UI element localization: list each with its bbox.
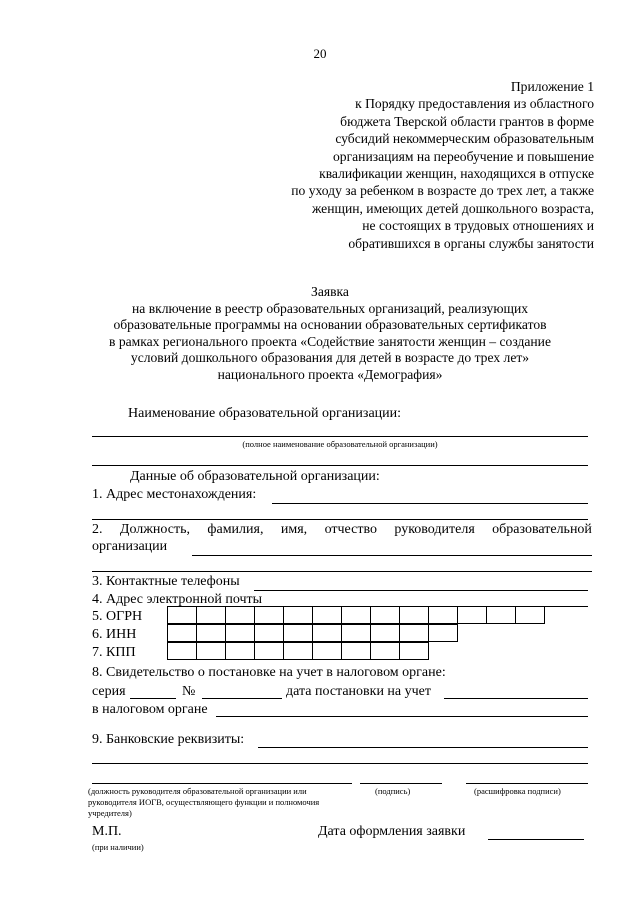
inn-cell[interactable] — [429, 625, 458, 642]
reg-date-label: дата постановки на учет — [286, 684, 432, 699]
sig-signature-caption: (подпись) — [375, 786, 411, 796]
inn-cell[interactable] — [371, 625, 400, 642]
inn-cell[interactable] — [284, 625, 313, 642]
ogrn-label: 5. ОГРН — [92, 609, 143, 624]
inn-cell[interactable] — [313, 625, 342, 642]
inn-label: 6. ИНН — [92, 627, 137, 642]
head-word: Должность, — [119, 522, 190, 537]
document-title — [60, 284, 600, 383]
annex-line: не состоящих в трудовых отношениях и — [362, 218, 594, 234]
address-field-2[interactable] — [92, 519, 588, 520]
title-line: национального проекта «Демография» — [217, 366, 443, 382]
title-line: образовательные программы на основании образовательных сертификатов — [113, 317, 547, 332]
head-word: 2. — [92, 522, 103, 537]
number-label: № — [182, 684, 196, 699]
org-name-field[interactable] — [92, 436, 588, 437]
head-label-line2: организации — [92, 539, 168, 554]
ogrn-cell[interactable] — [313, 607, 342, 624]
reg-date-field[interactable] — [444, 698, 588, 699]
sig-decoding-field[interactable] — [466, 783, 588, 784]
annex-line: квалификации женщин, находящихся в отпуске — [319, 166, 594, 182]
head-word: образовательной — [492, 522, 592, 537]
kpp-cell[interactable] — [197, 643, 226, 660]
tax-cert-label: 8. Свидетельство о постановке на учет в налоговом органе: — [92, 665, 446, 680]
org-name-caption: (полное наименование образовательной организации) — [242, 439, 438, 449]
inn-cell[interactable] — [342, 625, 371, 642]
org-data-label: Данные об образовательной организации: — [130, 469, 380, 484]
date-field[interactable] — [488, 839, 584, 840]
tax-office-field[interactable] — [216, 716, 588, 717]
kpp-cell[interactable] — [255, 643, 284, 660]
annex-line: женщин, имеющих детей дошкольного возраста, — [311, 200, 594, 216]
title-line: Заявка — [311, 284, 349, 299]
head-word: фамилия, — [207, 522, 264, 537]
annex-line: бюджета Тверской области грантов в форме — [340, 113, 594, 129]
inn-cell[interactable] — [255, 625, 284, 642]
sig-position-field[interactable] — [92, 783, 352, 784]
ogrn-cell[interactable] — [226, 607, 255, 624]
ogrn-cell[interactable] — [255, 607, 284, 624]
series-label: серия — [92, 684, 126, 699]
annex-line: по уходу за ребенком в возрасте до трех лет, а также — [291, 183, 594, 199]
head-word: отчество — [324, 522, 377, 537]
phones-label: 3. Контактные телефоны — [92, 574, 240, 589]
annex-line: организациям на переобучение и повышение — [332, 148, 594, 164]
org-name-field-2[interactable] — [92, 465, 588, 466]
title-line: на включение в реестр образовательных организаций, реализующих — [131, 300, 529, 316]
kpp-cell[interactable] — [168, 643, 197, 660]
inn-cell[interactable] — [400, 625, 429, 642]
kpp-cell[interactable] — [226, 643, 255, 660]
ogrn-cell[interactable] — [429, 607, 458, 624]
sig-position-caption: (должность руководителя образовательной организации или руководителя ИОГВ, осуществляющего функции и полномочия учредителя) — [88, 786, 320, 818]
title-line: в рамках регионального проекта «Содействие занятости женщин – создание — [109, 333, 551, 349]
page-number: 20 — [313, 46, 327, 61]
date-label: Дата оформления заявки — [318, 824, 466, 839]
sig-decoding-caption: (расшифровка подписи) — [474, 786, 561, 796]
email-label: 4. Адрес электронной почты — [92, 592, 263, 607]
ogrn-grid[interactable] — [167, 606, 545, 624]
head-word: имя, — [280, 522, 308, 537]
annex-header — [174, 78, 594, 252]
annex-line: субсидий некоммерческим образовательным — [335, 131, 594, 147]
ogrn-cell[interactable] — [458, 607, 487, 624]
inn-grid[interactable] — [167, 624, 458, 642]
org-name-label: Наименование образовательной организации: — [128, 406, 402, 421]
ogrn-cell[interactable] — [197, 607, 226, 624]
ogrn-cell[interactable] — [284, 607, 313, 624]
inn-cell[interactable] — [197, 625, 226, 642]
kpp-cell[interactable] — [284, 643, 313, 660]
annex-line: обратившихся в органы службы занятости — [348, 235, 594, 251]
phones-field[interactable] — [254, 590, 588, 591]
series-field[interactable] — [130, 698, 176, 699]
annex-line: к Порядку предоставления из областного — [355, 96, 594, 112]
bank-field-2[interactable] — [92, 763, 588, 764]
ogrn-cell[interactable] — [516, 607, 545, 624]
address-field[interactable] — [272, 503, 588, 504]
head-word: руководителя — [394, 522, 475, 537]
annex-line: Приложение 1 — [510, 79, 594, 94]
inn-cell[interactable] — [226, 625, 255, 642]
stamp-label: М.П. — [92, 824, 122, 839]
number-field[interactable] — [202, 698, 282, 699]
ogrn-cell[interactable] — [168, 607, 197, 624]
ogrn-cell[interactable] — [400, 607, 429, 624]
ogrn-cell[interactable] — [371, 607, 400, 624]
tax-office-label: в налоговом органе — [92, 702, 208, 717]
sig-signature-field[interactable] — [360, 783, 442, 784]
address-label: 1. Адрес местонахождения: — [92, 487, 257, 502]
kpp-label: 7. КПП — [92, 645, 136, 660]
title-line: условий дошкольного образования для детей в возрасте до трех лет» — [130, 350, 530, 365]
kpp-cell[interactable] — [400, 643, 429, 660]
kpp-grid[interactable] — [167, 642, 429, 660]
kpp-cell[interactable] — [313, 643, 342, 660]
inn-cell[interactable] — [168, 625, 197, 642]
stamp-caption: (при наличии) — [92, 842, 144, 852]
kpp-cell[interactable] — [371, 643, 400, 660]
head-field-2[interactable] — [92, 571, 592, 572]
kpp-cell[interactable] — [342, 643, 371, 660]
ogrn-cell[interactable] — [342, 607, 371, 624]
ogrn-cell[interactable] — [487, 607, 516, 624]
bank-label: 9. Банковские реквизиты: — [92, 732, 245, 747]
bank-field[interactable] — [258, 747, 588, 748]
head-label — [92, 522, 592, 538]
head-field[interactable] — [192, 555, 592, 556]
